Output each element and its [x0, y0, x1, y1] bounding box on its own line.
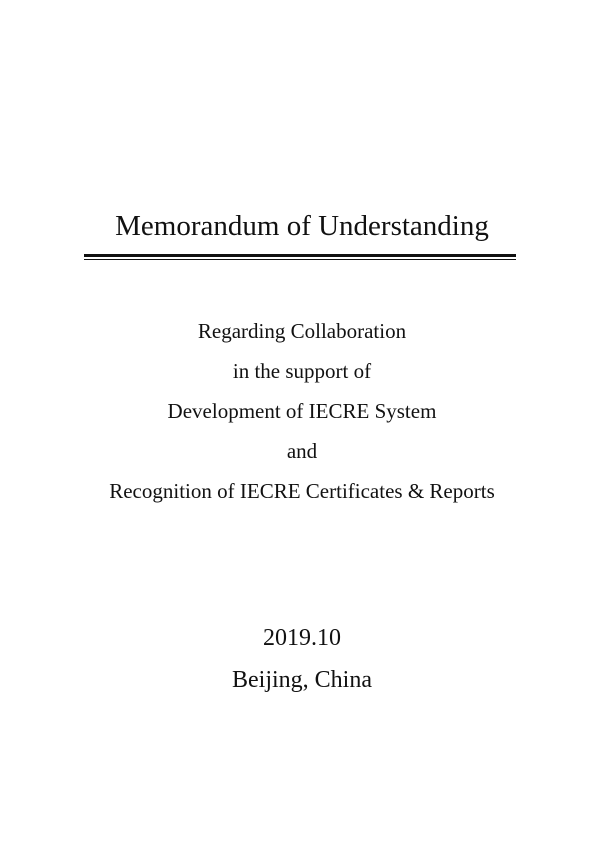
- document-date: 2019.10: [263, 625, 341, 651]
- subtitle-line: Recognition of IECRE Certificates & Reports: [109, 479, 495, 503]
- document-title: Memorandum of Understanding: [115, 210, 489, 242]
- title-underline-thin: [84, 259, 516, 260]
- subtitle-line: Development of IECRE System: [167, 399, 437, 423]
- footer-block: [0, 617, 604, 701]
- subtitle-block: [0, 311, 604, 511]
- subtitle-line: and: [286, 439, 318, 463]
- document-location: Beijing, China: [232, 667, 372, 693]
- title-underline-thick: [84, 254, 516, 257]
- subtitle-line: Regarding Collaboration: [197, 319, 407, 343]
- subtitle-line: in the support of: [232, 359, 372, 383]
